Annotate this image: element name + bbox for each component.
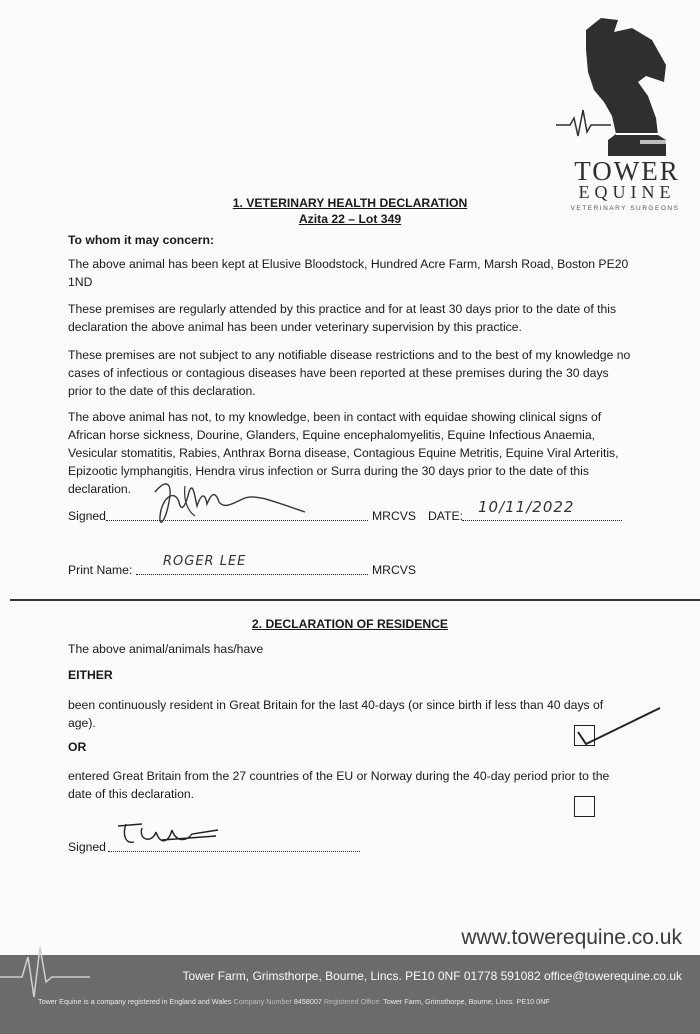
- footer-company-number-label: Company Number: [233, 997, 292, 1006]
- entered-checkbox[interactable]: [574, 796, 595, 817]
- residence-signature: [112, 816, 222, 852]
- either-label: EITHER: [68, 668, 113, 682]
- footer-office-label: Registered Office:: [323, 997, 382, 1006]
- footer-registration: [38, 997, 550, 1006]
- date-value: 10/11/2022: [478, 498, 575, 516]
- section1-subheading: Azita 22 – Lot 349: [298, 212, 402, 226]
- chess-knight-icon: [556, 10, 696, 160]
- or-label: OR: [68, 740, 87, 754]
- salutation: To whom it may concern:: [68, 233, 215, 247]
- mrcvs-label-2: MRCVS: [372, 563, 417, 577]
- vet-signature: [145, 472, 325, 532]
- footer-reg-text: Tower Equine is a company registered in England and Wales: [38, 997, 232, 1006]
- mrcvs-label-1: MRCVS: [372, 509, 417, 523]
- company-logo: [556, 10, 696, 215]
- print-name-label: Print Name:: [68, 563, 133, 577]
- paragraph-supervision: These premises are regularly attended by this practice and for at least 30 days prior to the date of this declaration the above animal has been under veterinary supervision by this practice.: [68, 302, 617, 334]
- check-mark-icon: [570, 702, 670, 752]
- paragraph-no-restrictions: These premises are not subject to any notifiable disease restrictions and to the best of my knowledge no cases of infectious or contagious diseases have been reported at these premises during the 30 days prior to the date of this declaration.: [68, 348, 631, 398]
- section1-heading: 1. VETERINARY HEALTH DECLARATION: [232, 196, 468, 210]
- option-resident: been continuously resident in Great Britain for the last 40-days (or since birth if less than 40 days of age).: [68, 698, 604, 730]
- footer-bar: [0, 955, 700, 1034]
- logo-line-equine: EQUINE: [578, 182, 676, 202]
- print-name-value: ROGER LEE: [163, 554, 247, 569]
- logo-line-surgeons: VETERINARY SURGEONS: [570, 205, 680, 212]
- residence-intro: The above animal/animals has/have: [68, 642, 264, 656]
- footer-company-number: 8458007: [293, 997, 322, 1006]
- footer-address: Tower Farm, Grimsthorpe, Bourne, Lincs. PE10 0NF 01778 591082 office@towerequine.co.uk: [182, 969, 682, 983]
- date-label: DATE:: [428, 509, 463, 523]
- paragraph-no-contact: The above animal has not, to my knowledge, been in contact with equidae showing clinical signs of African horse sickness, Dourine, Glanders, Equine encephalomyelitis, Equine Infectious Anaemia, Vesicular stomatitis, Rabies, Anthrax Borna disease, Contagious Equine Metritis, Equine Viral Arteritis, Epizootic lymphangitis, Hendra virus infection or Surra during the 30 days prior to the date of this declaration.: [68, 410, 619, 496]
- website-link[interactable]: www.towerequine.co.uk: [461, 926, 682, 949]
- section2-heading: 2. DECLARATION OF RESIDENCE: [251, 617, 449, 631]
- section-divider: [10, 599, 700, 601]
- paragraph-premises: The above animal has been kept at Elusive Bloodstock, Hundred Acre Farm, Marsh Road, Boston PE20 1ND: [68, 257, 629, 289]
- residence-signed-label: Signed: [68, 840, 106, 854]
- option-entered: entered Great Britain from the 27 countries of the EU or Norway during the 40-day period prior to the date of this declaration.: [68, 769, 610, 801]
- logo-line-tower: TOWER: [574, 156, 680, 186]
- footer-office-value: Tower Farm, Grimsthorpe, Bourne, Lincs. PE10 0NF: [383, 997, 550, 1006]
- signed-label: Signed: [68, 509, 106, 523]
